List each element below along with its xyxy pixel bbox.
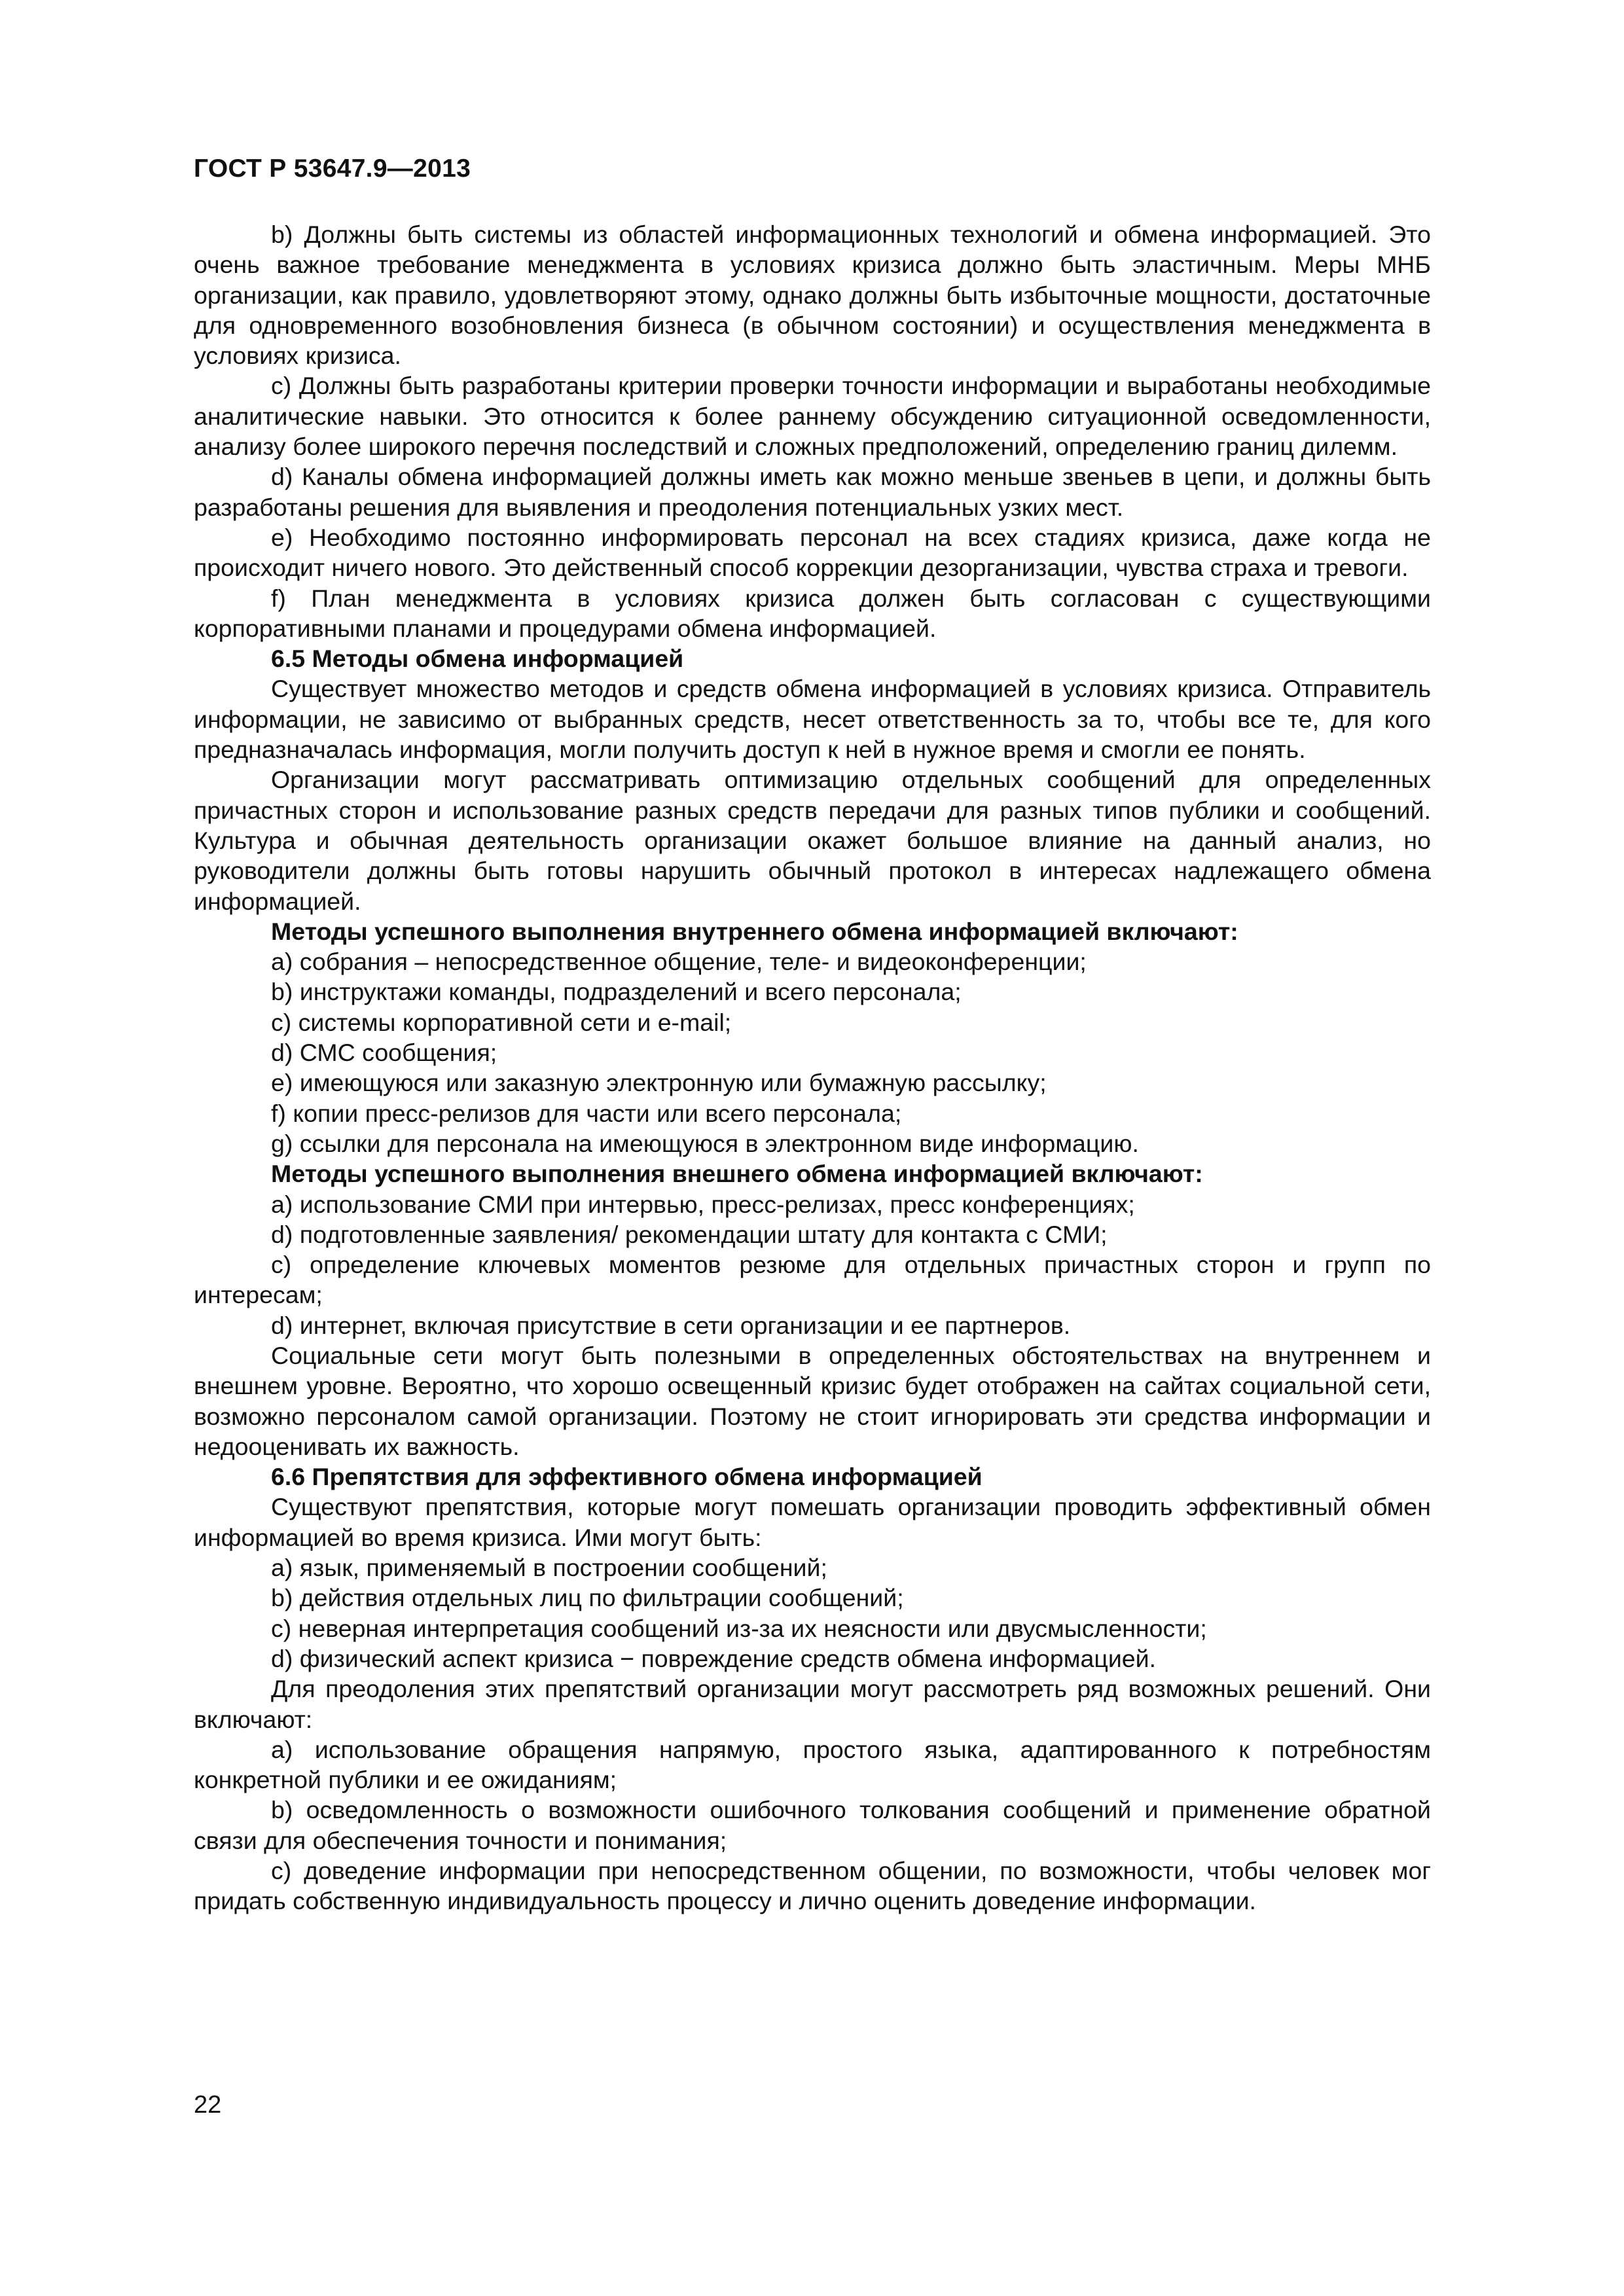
paragraph: Социальные сети могут быть полезными в определенных обстоятельствах на внутреннем и внешнем уровне. Вероятно, что хорошо освещенный кризис будет отображен на сайтах социальной сети, возможно персоналом самой организации. Поэтому не стоит игнорировать эти средства информации и недооценивать их важность. xyxy=(194,1341,1431,1460)
list-item: a) собрания – непосредственное общение, теле- и видеоконференции; xyxy=(271,948,1087,976)
paragraph: e) Необходимо постоянно информировать персонал на всех стадиях кризиса, даже когда не происходит ничего нового. Это действенный способ коррекции дезорганизации, чувства страха и тревоги. xyxy=(194,523,1431,582)
list-item: d) физический аспект кризиса − повреждение средств обмена информацией. xyxy=(271,1644,1156,1672)
list-item: c) доведение информации при непосредственном общении, по возможности, чтобы человек мог придать собственную индивидуальность процессу и лично оценить доведение информации. xyxy=(194,1857,1431,1915)
paragraph: Существуют препятствия, которые могут помешать организации проводить эффективный обмен информацией во время кризиса. Ими могут быть: xyxy=(194,1493,1431,1551)
list-item: c) системы корпоративной сети и e-mail; xyxy=(271,1008,732,1036)
paragraph: c) Должны быть разработаны критерии проверки точности информации и выработаны необходимые аналитические навыки. Это относится к более раннему обсуждению ситуационной осведомленности, анализу более широкого перечня последствий и сложных предположений, определению границ дилемм. xyxy=(194,372,1431,461)
standard-header: ГОСТ Р 53647.9—2013 xyxy=(194,154,471,183)
list-item: b) действия отдельных лиц по фильтрации сообщений; xyxy=(271,1584,904,1612)
list-item: b) инструктажи команды, подразделений и всего персонала; xyxy=(271,978,962,1006)
subheading-internal-methods: Методы успешного выполнения внутреннего обмена информацией включают: xyxy=(271,917,1238,945)
paragraph: Существует множество методов и средств обмена информацией в условиях кризиса. Отправитель информации, не зависимо от выбранных средств, несет ответственность за то, чтобы все те, для кого предназначалась информация, могли получить доступ к ней в нужное время и смогли ее понять. xyxy=(194,675,1431,764)
page-number: 22 xyxy=(194,2091,222,2119)
list-item: b) осведомленность о возможности ошибочного толкования сообщений и применение обратной связи для обеспечения точности и понимания; xyxy=(194,1796,1431,1854)
list-item: c) определение ключевых моментов резюме для отдельных причастных сторон и групп по интересам; xyxy=(194,1251,1431,1309)
list-item: a) язык, применяемый в построении сообщений; xyxy=(271,1554,827,1582)
section-heading-6-5: 6.5 Методы обмена информацией xyxy=(271,645,684,673)
list-item: c) неверная интерпретация сообщений из-за их неясности или двусмысленности; xyxy=(271,1614,1207,1642)
list-item: a) использование СМИ при интервью, пресс-релизах, пресс конференциях; xyxy=(271,1190,1135,1218)
paragraph: Организации могут рассматривать оптимизацию отдельных сообщений для определенных причастных сторон и использование разных средств передачи для разных типов публики и сообщений. Культура и обычная деятельность организации окажет большое влияние на данный анализ, но руководители должны быть готовы нарушить обычный протокол в интересах надлежащего обмена информацией. xyxy=(194,766,1431,915)
paragraph: d) Каналы обмена информацией должны иметь как можно меньше звеньев в цепи, и должны быть разработаны решения для выявления и преодоления потенциальных узких мест. xyxy=(194,463,1431,521)
list-item: e) имеющуюся или заказную электронную или бумажную рассылку; xyxy=(271,1069,1047,1097)
document-body xyxy=(194,219,1431,1916)
paragraph: Для преодоления этих препятствий организации могут рассмотреть ряд возможных решений. Они включают: xyxy=(194,1675,1431,1733)
list-item: f) копии пресс-релизов для части или всего персонала; xyxy=(271,1099,902,1127)
paragraph: b) Должны быть системы из областей информационных технологий и обмена информацией. Это очень важное требование менеджмента в условиях кризиса должно быть эластичным. Меры МНБ организации, как правило, удовлетворяют этому, однако должны быть избыточные мощности, достаточные для одновременного возобновления бизнеса (в обычном состоянии) и осуществления менеджмента в условиях кризиса. xyxy=(194,221,1431,370)
list-item: d) подготовленные заявления/ рекомендации штату для контакта с СМИ; xyxy=(271,1220,1108,1248)
section-heading-6-6: 6.6 Препятствия для эффективного обмена информацией xyxy=(271,1463,983,1491)
list-item: d) интернет, включая присутствие в сети организации и ее партнеров. xyxy=(271,1311,1071,1339)
subheading-external-methods: Методы успешного выполнения внешнего обмена информацией включают: xyxy=(271,1160,1203,1188)
list-item: a) использование обращения напрямую, простого языка, адаптированного к потребностям конкретной публики и ее ожиданиям; xyxy=(194,1735,1431,1794)
list-item: d) СМС сообщения; xyxy=(271,1039,497,1067)
paragraph: f) План менеджмента в условиях кризиса должен быть согласован с существующими корпоративными планами и процедурами обмена информацией. xyxy=(194,584,1431,642)
list-item: g) ссылки для персонала на имеющуюся в электронном виде информацию. xyxy=(271,1129,1139,1157)
